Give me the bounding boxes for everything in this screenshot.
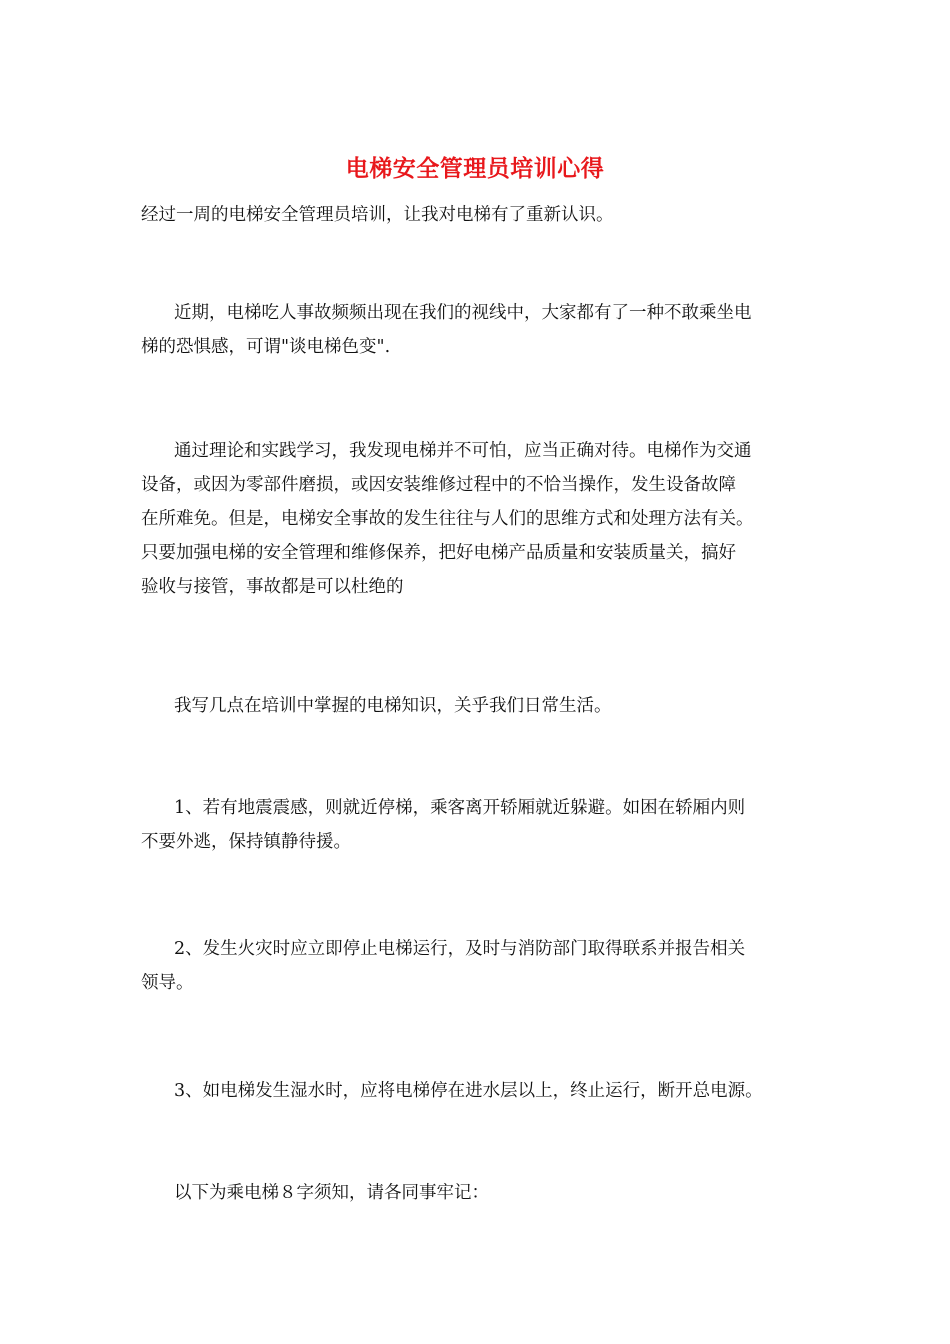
paragraph-line: 3、如电梯发生湿水时，应将电梯停在进水层以上，终止运行，断开总电源。 bbox=[174, 1081, 763, 1101]
paragraph-line: 在所难免。但是，电梯安全事故的发生往往与人们的思维方式和处理方法有关。 bbox=[141, 509, 754, 529]
paragraph-line: 不要外逃，保持镇静待援。 bbox=[141, 832, 351, 852]
paragraph-line: 我写几点在培训中掌握的电梯知识，关乎我们日常生活。 bbox=[174, 696, 612, 716]
document-title: 电梯安全管理员培训心得 bbox=[345, 155, 605, 182]
paragraph-5 bbox=[141, 932, 813, 1000]
paragraph-line: 2、发生火灾时应立即停止电梯运行，及时与消防部门取得联系并报告相关 bbox=[174, 939, 746, 959]
paragraph-line: 只要加强电梯的安全管理和维修保养，把好电梯产品质量和安装质量关，搞好 bbox=[141, 543, 736, 563]
paragraph-line: 近期，电梯吃人事故频频出现在我们的视线中，大家都有了一种不敢乘坐电 bbox=[174, 303, 752, 323]
paragraph-line: 梯的恐惧感，可谓"谈电梯色变". bbox=[141, 337, 391, 357]
paragraph-line: 以下为乘电梯８字须知，请各同事牢记： bbox=[174, 1183, 489, 1203]
intro-line: 经过一周的电梯安全管理员培训，让我对电梯有了重新认识。 bbox=[141, 205, 614, 225]
paragraph-3 bbox=[141, 689, 813, 723]
paragraph-6 bbox=[141, 1074, 813, 1108]
paragraph-line: 通过理论和实践学习，我发现电梯并不可怕，应当正确对待。电梯作为交通 bbox=[174, 441, 752, 461]
paragraph-line: 验收与接管，事故都是可以杜绝的 bbox=[141, 577, 404, 597]
paragraph-line: 领导。 bbox=[141, 973, 194, 993]
paragraph-line: 设备，或因为零部件磨损，或因安装维修过程中的不恰当操作，发生设备故障 bbox=[141, 475, 736, 495]
paragraph-2 bbox=[141, 434, 813, 604]
intro-paragraph bbox=[141, 198, 813, 232]
paragraph-7 bbox=[141, 1176, 813, 1210]
paragraph-4 bbox=[141, 791, 813, 859]
paragraph-1 bbox=[141, 296, 813, 364]
paragraph-line: 1、若有地震震感，则就近停梯，乘客离开轿厢就近躲避。如困在轿厢内则 bbox=[174, 798, 746, 818]
